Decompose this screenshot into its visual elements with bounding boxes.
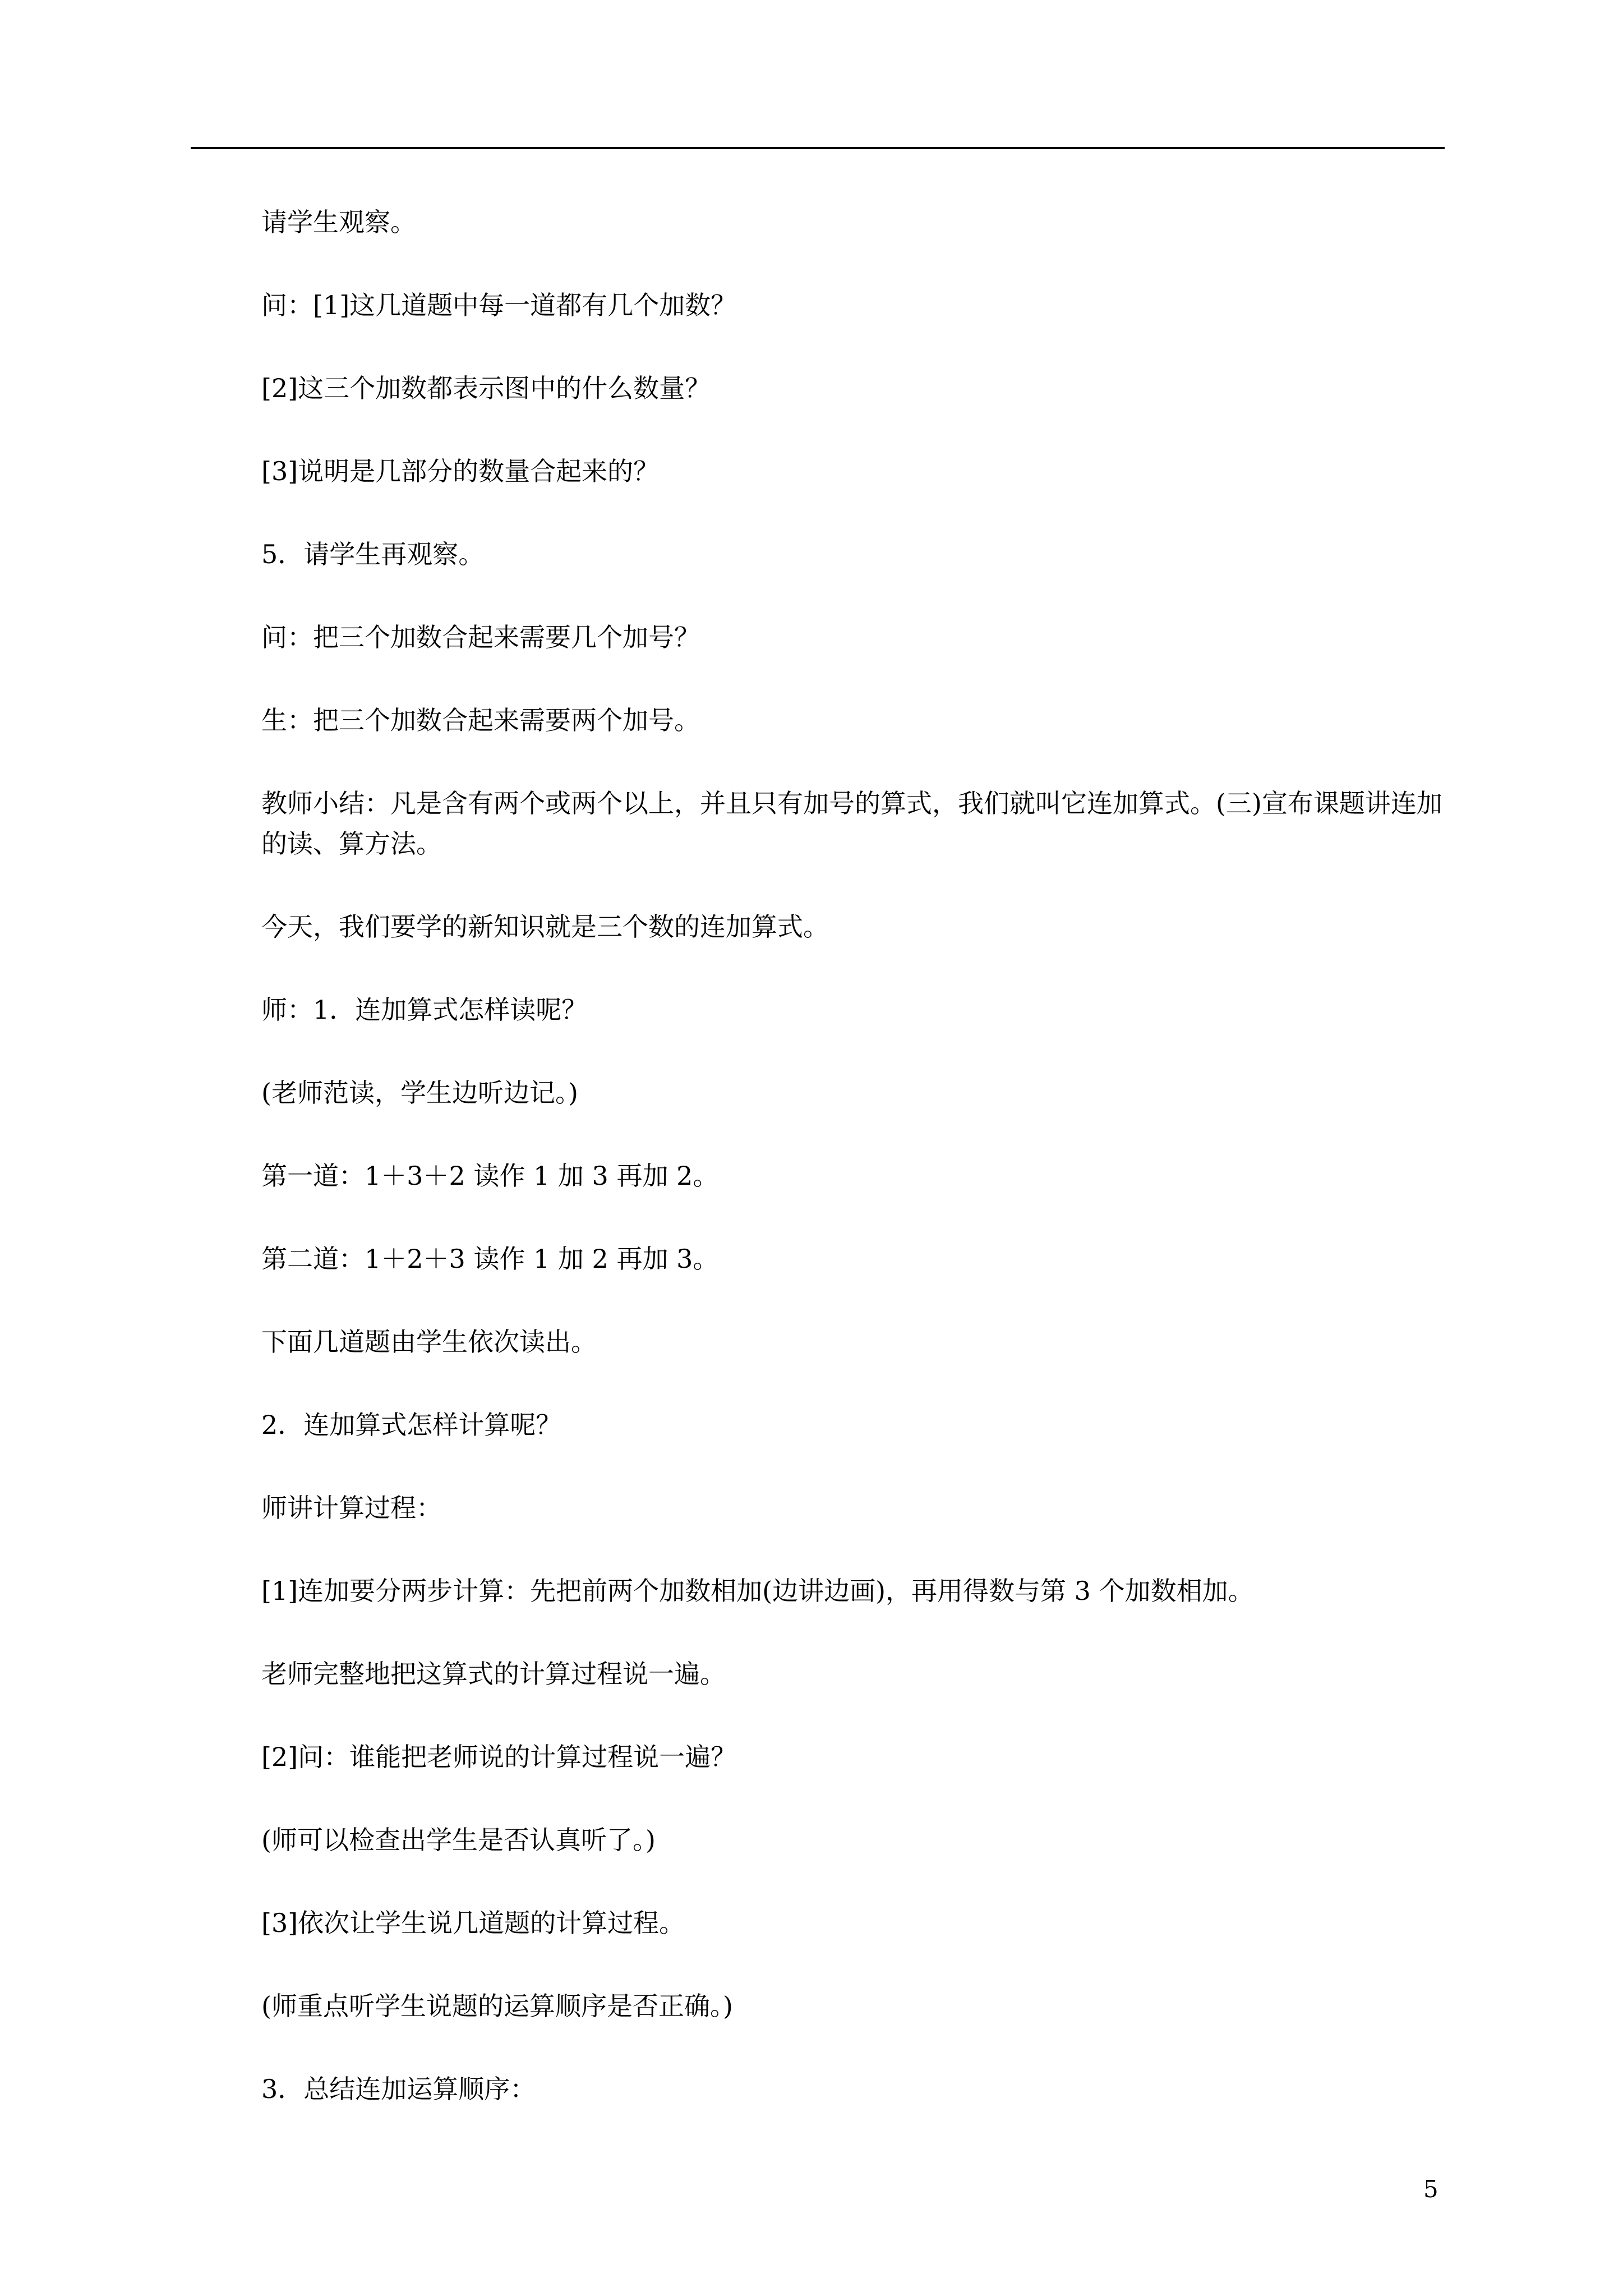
paragraph: 3．总结连加运算顺序： [261,2074,536,2104]
paragraph: 问：[1]这几道题中每一道都有几个加数？ [261,290,737,320]
page-number: 5 [1423,2175,1438,2203]
paragraph: 第一道：1＋3＋2 读作 1 加 3 再加 2。 [261,1161,719,1191]
header-rule [191,147,1445,149]
paragraph: 师讲计算过程： [261,1493,442,1523]
paragraph: 第二道：1＋2＋3 读作 1 加 2 再加 3。 [261,1244,719,1274]
paragraph: [2]问：谁能把老师说的计算过程说一遍？ [261,1742,737,1772]
paragraph: 老师完整地把这算式的计算过程说一遍。 [261,1659,726,1689]
paragraph: (师可以检查出学生是否认真听了。) [261,1825,656,1855]
paragraph: 今天，我们要学的新知识就是三个数的连加算式。 [261,912,829,942]
paragraph: 生：把三个加数合起来需要两个加号。 [261,705,700,735]
paragraph: 请学生观察。 [261,207,416,237]
paragraph: 教师小结：凡是含有两个或两个以上，并且只有加号的算式，我们就叫它连加算式。(三)宣布课题讲连加的读、算方法。 [261,788,1442,859]
paragraph: 5．请学生再观察。 [261,539,485,569]
paragraph: (老师范读，学生边听边记。) [261,1078,578,1108]
paragraph: [3]说明是几部分的数量合起来的？ [261,456,660,486]
paragraph: 问：把三个加数合起来需要几个加号？ [261,622,700,652]
paragraph: 师：1．连加算式怎样读呢？ [261,995,588,1025]
document-body [261,202,1445,2152]
paragraph: 下面几道题由学生依次读出。 [261,1327,597,1357]
paragraph: [1]连加要分两步计算：先把前两个加数相加(边讲边画)，再用得数与第 3 个加数相加。 [261,1576,1254,1606]
paragraph: 2．连加算式怎样计算呢？ [261,1410,562,1440]
paragraph: (师重点听学生说题的运算顺序是否正确。) [261,1991,733,2021]
paragraph: [2]这三个加数都表示图中的什么数量？ [261,373,711,403]
paragraph: [3]依次让学生说几道题的计算过程。 [261,1908,685,1938]
